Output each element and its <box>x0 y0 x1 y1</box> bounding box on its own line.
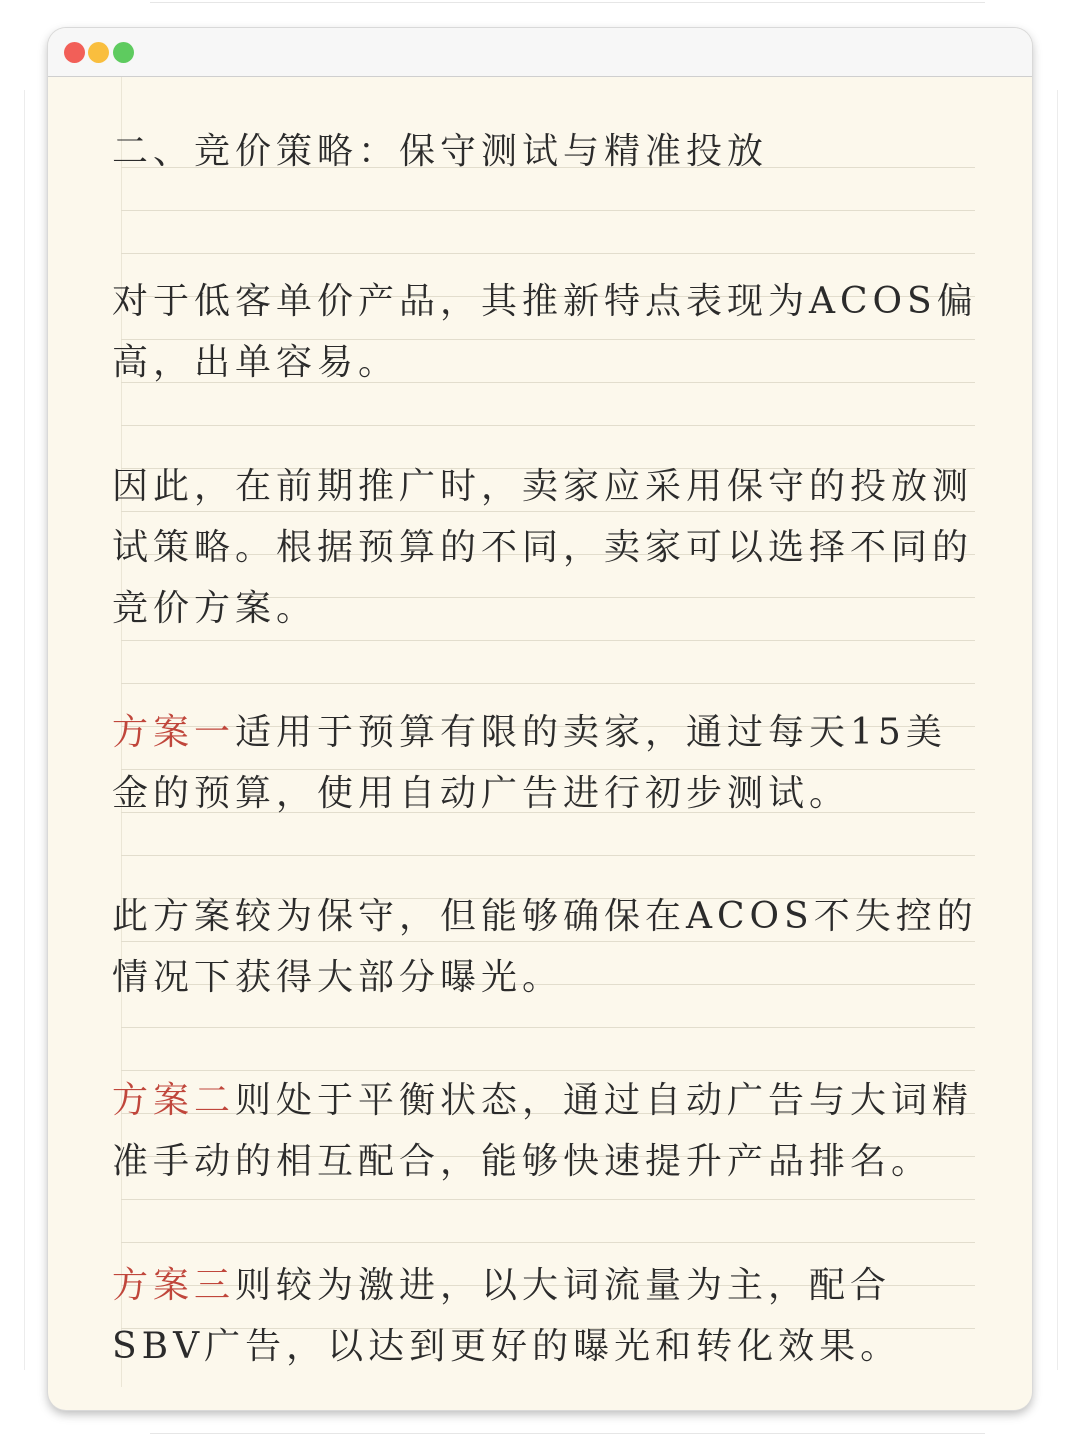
note-window <box>48 28 1032 1410</box>
window-titlebar <box>48 28 1032 77</box>
plan-one-paragraph <box>112 702 982 824</box>
top-divider <box>150 2 985 3</box>
bottom-divider <box>150 1433 985 1434</box>
plan-two-label: 方案二 <box>112 1080 236 1121</box>
plan-three-text: 则较为激进，以大词流量为主，配合SBV广告，以达到更好的曝光和转化效果。 <box>112 1265 902 1367</box>
ruled-line <box>121 1027 975 1028</box>
ruled-line <box>121 640 975 641</box>
maximize-dot-icon[interactable] <box>113 42 134 63</box>
ruled-line <box>121 1199 975 1200</box>
ruled-line <box>121 1242 975 1243</box>
paragraph-conservative: 此方案较为保守，但能够确保在ACOS不失控的情况下获得大部分曝光。 <box>112 896 978 998</box>
lined-paper <box>48 77 1032 1410</box>
ruled-line <box>121 855 975 856</box>
ruled-line <box>121 683 975 684</box>
ruled-line <box>121 210 975 211</box>
plan-one-label: 方案一 <box>112 712 236 753</box>
ruled-line <box>121 425 975 426</box>
plan-three-paragraph <box>112 1255 982 1377</box>
plan-one-text: 适用于预算有限的卖家，通过每天15美金的预算，使用自动广告进行初步测试。 <box>112 712 947 814</box>
minimize-dot-icon[interactable] <box>88 42 109 63</box>
close-dot-icon[interactable] <box>64 42 85 63</box>
ruled-line <box>121 253 975 254</box>
plan-three-label: 方案三 <box>112 1265 236 1306</box>
section-heading: 二、竞价策略：保守测试与精准投放 <box>112 131 769 172</box>
plan-two-text: 则处于平衡状态，通过自动广告与大词精准手动的相互配合，能够快速提升产品排名。 <box>112 1080 974 1182</box>
paragraph-strategy: 因此，在前期推广时，卖家应采用保守的投放测试策略。根据预算的不同，卖家可以选择不同的竞价方案。 <box>112 466 974 629</box>
paragraph-intro: 对于低客单价产品，其推新特点表现为ACOS偏高，出单容易。 <box>112 281 978 383</box>
plan-two-paragraph <box>112 1070 982 1192</box>
